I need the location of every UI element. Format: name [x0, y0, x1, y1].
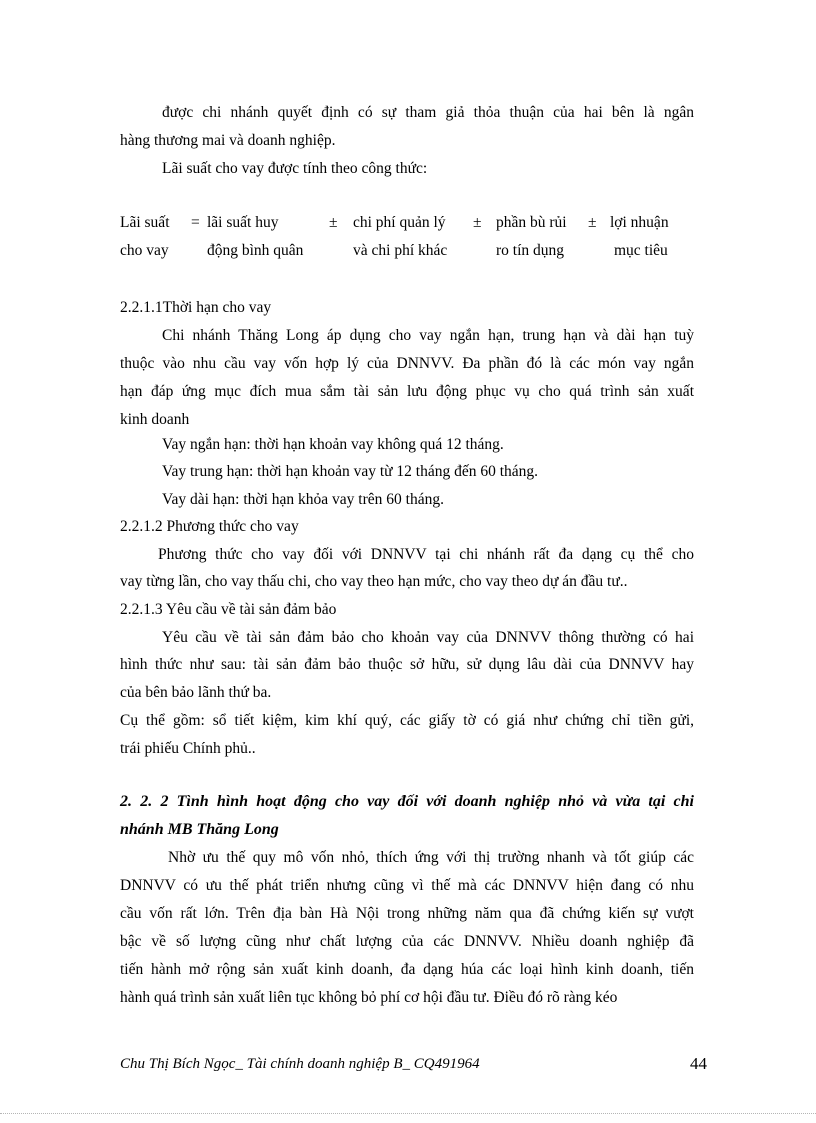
page-number: 44	[690, 1054, 707, 1073]
formula-plus-minus: ±	[588, 214, 597, 231]
body-line: cầu vốn rất lớn. Trên địa bàn Hà Nội trong những năm qua đã chứng kiến sự vượt	[120, 905, 694, 922]
formula-term-cost: chi phí quản lý	[353, 214, 446, 231]
formula-plus-minus: ±	[329, 214, 338, 231]
body-line: hành quá trình sản xuất liên tục không bỏ phí cơ hội đầu tư. Điều đó rõ ràng kéo	[120, 989, 618, 1006]
body-line: DNNVV có ưu thế phát triển nhưng cũng vì thế mà các DNNVV hiện đang có nhu	[120, 877, 694, 894]
formula-term-profit-2: mục tiêu	[614, 242, 668, 259]
body-line: hàng thương mai và doanh nghiệp.	[120, 132, 336, 149]
formula-term-loan-rate-2: cho vay	[120, 242, 169, 259]
body-line: hạn đáp ứng mục đích mua sắm tài sản lưu động phục vụ cho quá trình sản xuất	[120, 383, 694, 400]
formula-plus-minus: ±	[473, 214, 482, 231]
body-line: thuộc vào nhu cầu vay vốn hợp lý của DNNVV. Đa phần đó là các món vay ngắn	[120, 355, 694, 372]
formula-term-profit: lợi nhuận	[610, 214, 669, 231]
section-heading-222-line2: nhánh MB Thăng Long	[120, 821, 279, 838]
body-line: Phương thức cho vay đối với DNNVV tại chi nhánh rất đa dạng cụ thể cho	[158, 546, 694, 563]
body-line: vay từng lần, cho vay thấu chi, cho vay theo hạn mức, cho vay theo dự án đầu tư..	[120, 573, 628, 590]
footer-author: Chu Thị Bích Ngọc_ Tài chính doanh nghiệp B_ CQ491964	[120, 1056, 480, 1072]
body-line: Yêu cầu về tài sản đảm bảo cho khoản vay của DNNVV thông thường có hai	[162, 629, 694, 646]
section-heading-2213: 2.2.1.3 Yêu cầu về tài sản đảm bảo	[120, 601, 337, 618]
body-line: Cụ thể gồm: sổ tiết kiệm, kim khí quý, các giấy tờ có giá như chứng chỉ tiền gửi,	[120, 712, 694, 729]
section-heading-2212: 2.2.1.2 Phương thức cho vay	[120, 518, 299, 535]
body-line: kinh doanh	[120, 411, 190, 428]
body-line: hình thức như sau: tài sản đảm bảo thuộc sở hữu, sử dụng lâu dài của DNNVV hay	[120, 656, 694, 673]
body-line: của bên bảo lãnh thứ ba.	[120, 684, 272, 701]
body-line: trái phiếu Chính phủ..	[120, 740, 256, 757]
body-line: tiến hành mở rộng sản xuất kinh doanh, đa dạng húa các loại hình kinh doanh, tiến	[120, 961, 694, 978]
section-heading-222: 2. 2. 2 Tình hình hoạt động cho vay đối với doanh nghiệp nhỏ và vừa tại chi	[120, 793, 694, 810]
body-line: Chi nhánh Thăng Long áp dụng cho vay ngắn hạn, trung hạn và dài hạn tuỳ	[162, 327, 694, 344]
body-line: được chi nhánh quyết định có sự tham giả thỏa thuận của hai bên là ngân	[162, 104, 694, 121]
body-line: bậc về số lượng cũng như chất lượng của các DNNVV. Nhiều doanh nghiệp đã	[120, 933, 694, 950]
formula-term-funding-rate-2: động bình quân	[207, 242, 304, 259]
footer-divider	[0, 1113, 816, 1114]
list-item: Vay dài hạn: thời hạn khỏa vay trên 60 tháng.	[162, 491, 444, 508]
formula-term-loan-rate: Lãi suất	[120, 214, 170, 231]
list-item: Vay trung hạn: thời hạn khoản vay từ 12 tháng đến 60 tháng.	[162, 463, 539, 480]
formula-term-cost-2: và chi phí khác	[353, 242, 448, 259]
formula-term-risk-2: ro tín dụng	[496, 242, 565, 259]
list-item: Vay ngắn hạn: thời hạn khoản vay không quá 12 tháng.	[162, 436, 504, 453]
body-line: Lãi suất cho vay được tính theo công thức:	[162, 160, 428, 177]
formula-term-risk: phần bù rủi	[496, 214, 567, 231]
body-line: Nhờ ưu thế quy mô vốn nhỏ, thích ứng với thị trường nhanh và tốt giúp các	[168, 849, 694, 866]
formula-term-funding-rate: lãi suất huy	[207, 214, 279, 231]
section-heading-2211: 2.2.1.1Thời hạn cho vay	[120, 299, 272, 316]
formula-equals: =	[191, 214, 200, 231]
